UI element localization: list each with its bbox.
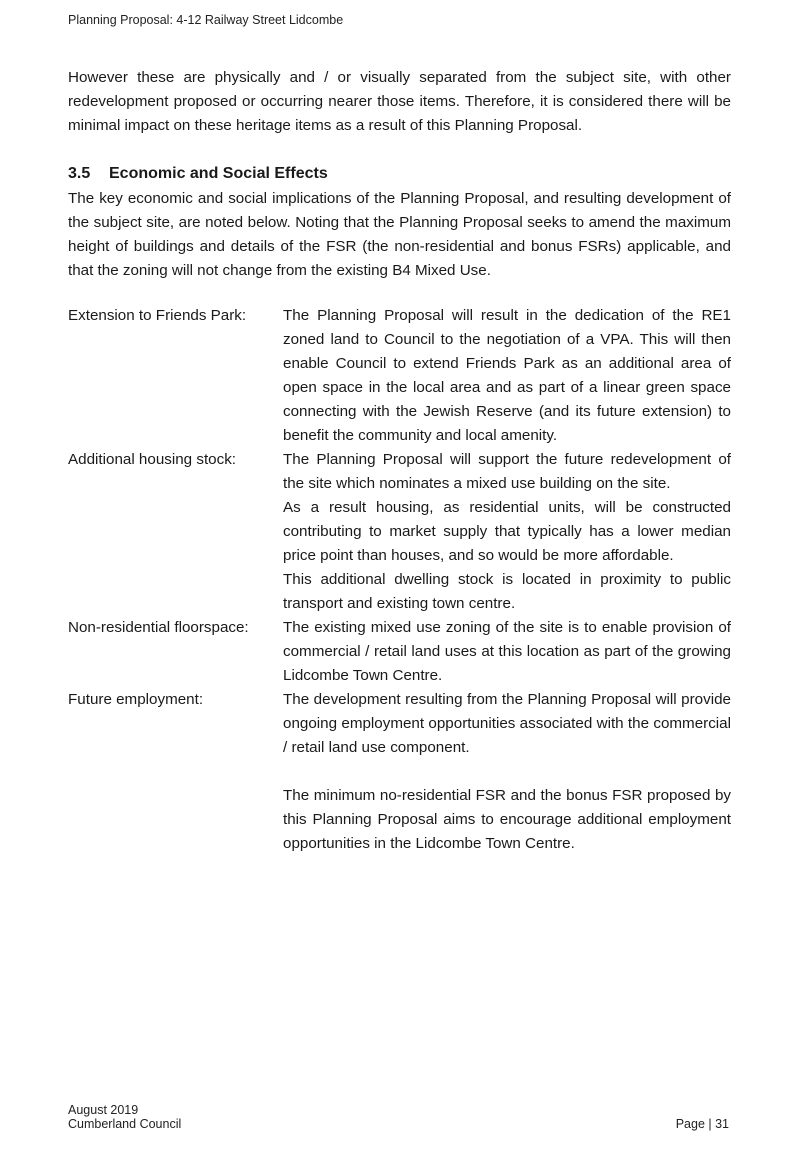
page-content <box>68 66 731 856</box>
intro-paragraph: However these are physically and / or visually separated from the subject site, with other redevelopment proposed or occurring nearer those items. Therefore, it is considered there will be minimal impact on these heritage items as a result of this Planning Proposal. <box>68 69 731 134</box>
implication-item <box>68 616 731 688</box>
item-paragraph: The development resulting from the Planning Proposal will provide ongoing employment opportunities associated with the commercial / retail land use component. <box>283 691 731 756</box>
running-header: Planning Proposal: 4-12 Railway Street Lidcombe <box>68 13 344 27</box>
footer-organisation: Cumberland Council <box>68 1117 182 1131</box>
item-label: Extension to Friends Park: <box>68 307 247 324</box>
item-label: Additional housing stock: <box>68 451 237 468</box>
item-body <box>283 616 731 688</box>
item-paragraph: The minimum no-residential FSR and the bonus FSR proposed by this Planning Proposal aims to encourage additional employment opportunities in the Lidcombe Town Centre. <box>283 787 731 852</box>
implication-item <box>68 304 731 448</box>
item-paragraph: This additional dwelling stock is located in proximity to public transport and existing town centre. <box>283 571 731 612</box>
page-number: Page | 31 <box>675 1117 729 1131</box>
section-intro: The key economic and social implications of the Planning Proposal, and resulting development of the subject site, are noted below. Noting that the Planning Proposal seeks to amend the maximum height of buildings and details of the FSR (the non-residential and bonus FSRs) applicable, and that the zoning will not change from the existing B4 Mixed Use. <box>68 190 731 279</box>
footer-left <box>68 1103 181 1131</box>
implications-list <box>68 304 731 856</box>
item-label: Future employment: <box>68 691 204 708</box>
item-body <box>283 304 731 448</box>
item-paragraph: The Planning Proposal will result in the dedication of the RE1 zoned land to Council to the negotiation of a VPA. This will then enable Council to extend Friends Park as an additional area of open space in the local area and as part of a linear green space connecting with the Jewish Reserve (and its future extension) to benefit the community and local amenity. <box>283 307 731 444</box>
item-body <box>283 448 731 616</box>
item-paragraph: The Planning Proposal will support the future redevelopment of the site which nominates a mixed use building on the site. <box>283 451 731 492</box>
item-label: Non-residential floorspace: <box>68 619 249 636</box>
item-paragraph: The existing mixed use zoning of the site is to enable provision of commercial / retail land uses at this location as part of the growing Lidcombe Town Centre. <box>283 619 731 684</box>
implication-item <box>68 448 731 616</box>
item-paragraph: As a result housing, as residential units, will be constructed contributing to market supply that typically has a lower median price point than houses, and so would be more affordable. <box>283 499 731 564</box>
item-body <box>283 688 731 856</box>
section-title: Economic and Social Effects <box>109 165 328 182</box>
section-heading <box>68 138 731 187</box>
section-number: 3.5 <box>68 165 91 182</box>
footer-date: August 2019 <box>68 1103 139 1117</box>
implication-item <box>68 688 731 856</box>
